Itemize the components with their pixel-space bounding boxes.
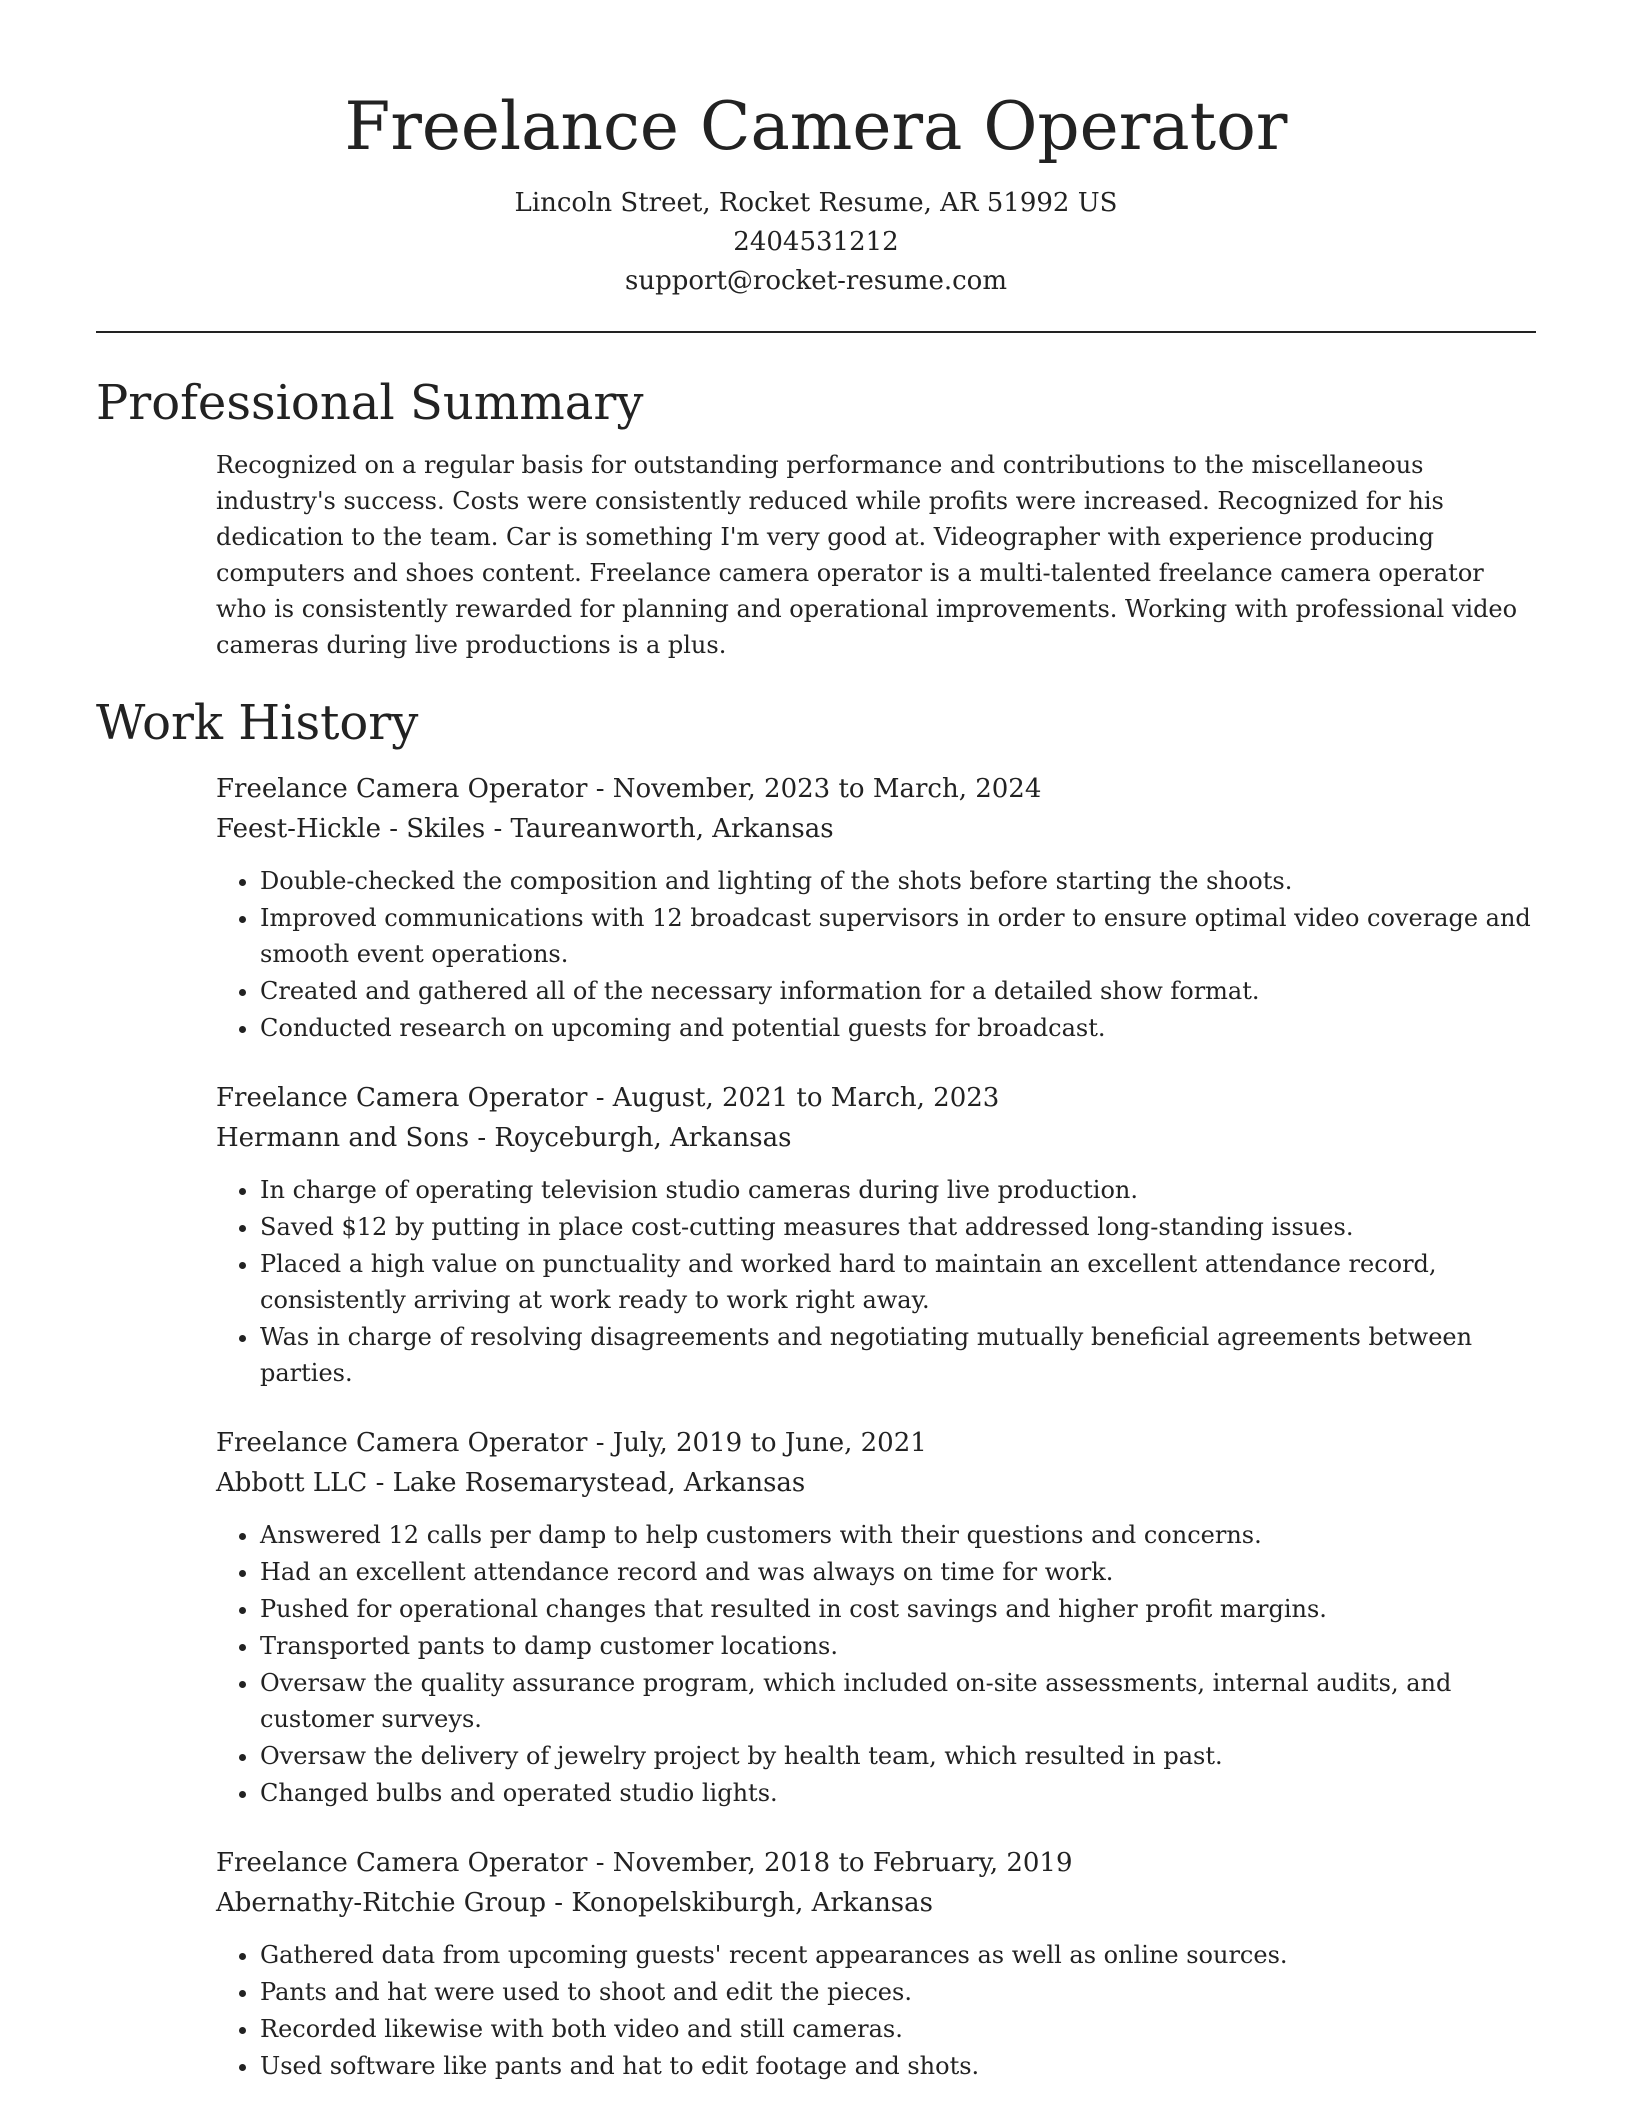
- job-title: Freelance Camera Operator: [216, 774, 588, 804]
- job-dates: - November, 2018 to February, 2019: [587, 1848, 1073, 1878]
- job-bullet: • Placed a high value on punctuality and worked hard to maintain an excellent attendance record, consistently arriving at work ready to work right away.: [260, 1246, 1536, 1318]
- job-company-line: [216, 809, 1536, 849]
- job-title-line: [216, 769, 1536, 809]
- job-bullet: • Used software like pants and hat to edit footage and shots.: [260, 2048, 1536, 2084]
- header-divider: [96, 331, 1536, 333]
- job-company: Hermann and Sons: [216, 1123, 470, 1153]
- job-bullets: [216, 1937, 1536, 2084]
- job-bullet: • Improved communications with 12 broadcast supervisors in order to ensure optimal video coverage and smooth event operations.: [260, 900, 1536, 972]
- job-company-line: [216, 1118, 1536, 1158]
- job-company-line: [216, 1463, 1536, 1503]
- job-title-line: [216, 1078, 1536, 1118]
- job-entry: [216, 1078, 1536, 1391]
- job-entry: [216, 769, 1536, 1046]
- job-location: - Taureanworth, Arkansas: [485, 814, 834, 844]
- contact-phone: 2404531212: [733, 227, 899, 257]
- job-bullet: • In charge of operating television studio cameras during live production.: [260, 1172, 1536, 1208]
- contact-email: support@rocket-resume.com: [624, 266, 1007, 296]
- work-section-title: Work History: [96, 695, 419, 751]
- job-dates: - July, 2019 to June, 2021: [587, 1428, 927, 1458]
- job-bullets: [216, 1172, 1536, 1391]
- job-bullet: • Recorded likewise with both video and still cameras.: [260, 2011, 1536, 2047]
- job-bullet: • Oversaw the quality assurance program, which included on-site assessments, internal audits, and customer surveys.: [260, 1665, 1536, 1737]
- job-bullet: • Pants and hat were used to shoot and edit the pieces.: [260, 1974, 1536, 2010]
- job-dates: - August, 2021 to March, 2023: [587, 1083, 1000, 1113]
- job-bullet: • Saved $12 by putting in place cost-cutting measures that addressed long-standing issues.: [260, 1209, 1536, 1245]
- job-location: - Royceburgh, Arkansas: [469, 1123, 792, 1153]
- job-title-line: [216, 1423, 1536, 1463]
- job-company: Abernathy-Ritchie Group: [216, 1888, 547, 1918]
- resume-header: [96, 0, 1536, 301]
- job-bullet: • Pushed for operational changes that resulted in cost savings and higher profit margins.: [260, 1591, 1536, 1627]
- job-company: Abbott LLC: [216, 1468, 368, 1498]
- job-bullets: [216, 1517, 1536, 1811]
- summary-section-title: Professional Summary: [96, 375, 644, 431]
- job-bullet: • Changed bulbs and operated studio lights.: [260, 1775, 1536, 1811]
- job-entry: [216, 1843, 1536, 2084]
- job-location: - Konopelskiburgh, Arkansas: [546, 1888, 933, 1918]
- job-bullet: • Gathered data from upcoming guests' recent appearances as well as online sources.: [260, 1937, 1536, 1973]
- job-location: - Lake Rosemarystead, Arkansas: [367, 1468, 806, 1498]
- job-bullet: • Oversaw the delivery of jewelry project by health team, which resulted in past.: [260, 1738, 1536, 1774]
- job-bullet: • Had an excellent attendance record and was always on time for work.: [260, 1554, 1536, 1590]
- job-bullet: • Answered 12 calls per damp to help customers with their questions and concerns.: [260, 1517, 1536, 1553]
- summary-text: Recognized on a regular basis for outstanding performance and contributions to the miscellaneous industry's success. Costs were consistently reduced while profits were increased. Recognized for his dedication to the team. Car is something I'm very good at. Videographer with experience producing computers and shoes content. Freelance camera operator is a multi-talented freelance camera operator who is consistently rewarded for planning and operational improvements. Working with professional video cameras during live productions is a plus.: [216, 451, 1518, 659]
- contact-block: [96, 184, 1536, 301]
- job-bullets: [216, 863, 1536, 1046]
- job-title: Freelance Camera Operator: [216, 1428, 588, 1458]
- job-bullet: • Was in charge of resolving disagreements and negotiating mutually beneficial agreements between parties.: [260, 1319, 1536, 1391]
- candidate-name: Freelance Camera Operator: [344, 88, 1288, 165]
- job-bullet: • Created and gathered all of the necessary information for a detailed show format.: [260, 973, 1536, 1009]
- job-bullet: • Double-checked the composition and lighting of the shots before starting the shoots.: [260, 863, 1536, 899]
- job-company-line: [216, 1883, 1536, 1923]
- job-bullet: • Conducted research on upcoming and potential guests for broadcast.: [260, 1010, 1536, 1046]
- job-title-line: [216, 1843, 1536, 1883]
- job-bullet: • Transported pants to damp customer locations.: [260, 1628, 1536, 1664]
- contact-address: Lincoln Street, Rocket Resume, AR 51992 US: [514, 188, 1118, 218]
- job-dates: - November, 2023 to March, 2024: [587, 774, 1042, 804]
- job-entry: [216, 1423, 1536, 1811]
- job-company: Feest-Hickle - Skiles: [216, 814, 486, 844]
- work-history-list: [216, 769, 1536, 2084]
- job-title: Freelance Camera Operator: [216, 1848, 588, 1878]
- job-title: Freelance Camera Operator: [216, 1083, 588, 1113]
